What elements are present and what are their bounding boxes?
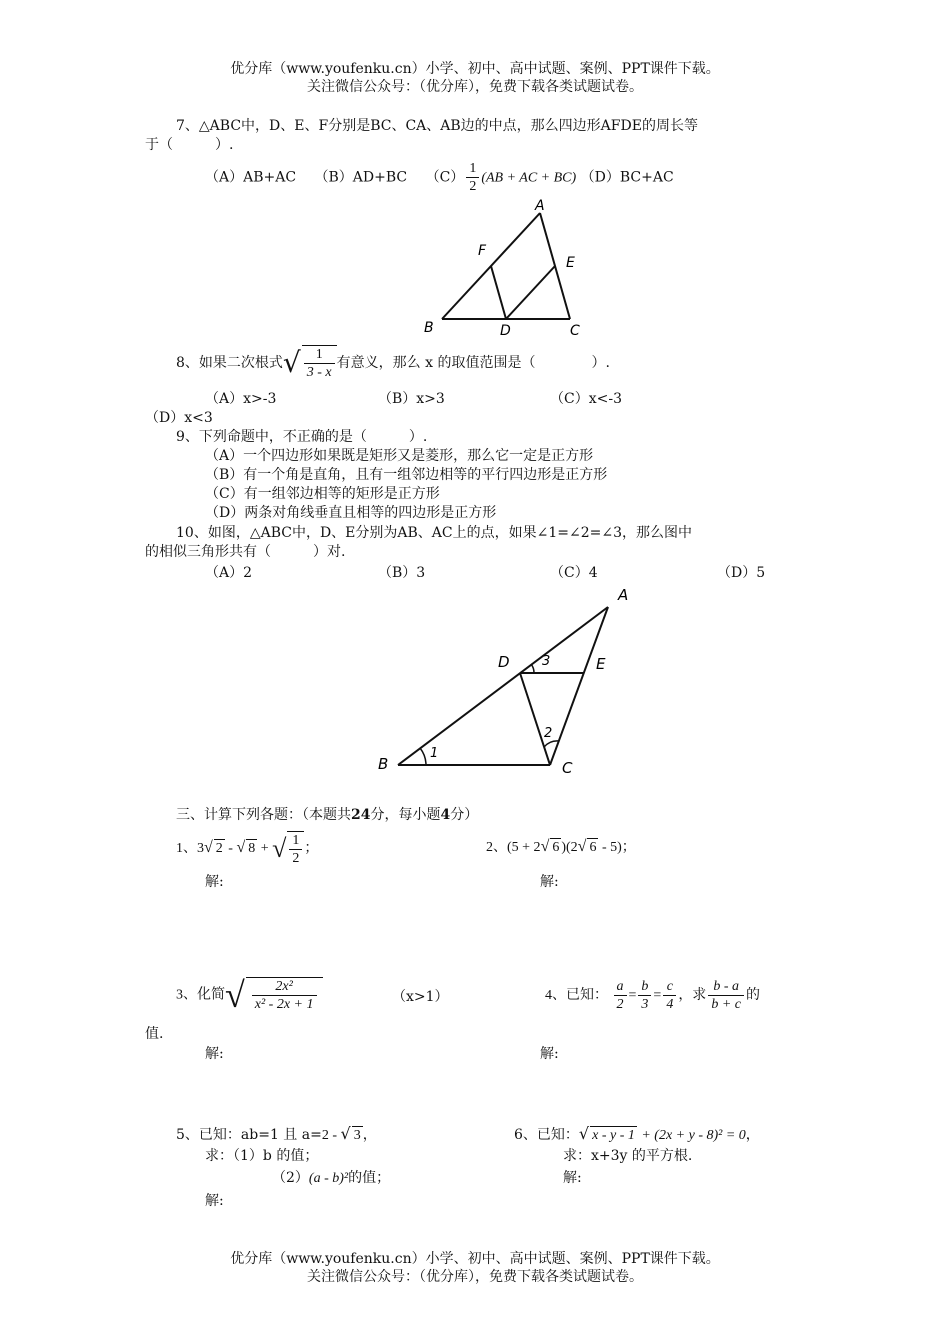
- q10-option-b: （B）3: [378, 565, 426, 581]
- problem5: 5、已知：ab=1 且 a=2 - √ 3 ，: [176, 1124, 377, 1143]
- q10-stem-line1: 10、如图，△ABC中，D、E分别为AB、AC上的点，如果∠1=∠2=∠3，那么图中: [176, 525, 692, 541]
- problem3-condition: （x>1）: [392, 989, 449, 1005]
- q8-radical: √ $\frac{1}{3 - x}$: [283, 343, 337, 383]
- q9-option-a: （A）一个四边形如果既是矩形又是菱形，那么它一定是正方形: [205, 448, 594, 464]
- page-footer-line2: 关注微信公众号：（优分库），免费下载各类试题试卷。: [307, 1269, 643, 1285]
- problem5-ask2: （2）(a - b)²的值；: [272, 1170, 391, 1186]
- q10-triangle-figure: [370, 585, 640, 785]
- q10-label-angle1: 1: [430, 746, 439, 761]
- q7-option-b: （B）AD+BC: [314, 169, 408, 186]
- page-footer-line1: 优分库（www.youfenku.cn）小学、初中、高中试题、案例、PPT课件下载。: [230, 1251, 720, 1267]
- q9-stem: 9、下列命题中，不正确的是（ ）.: [176, 429, 428, 445]
- problem5-ask1: 求：（1）b 的值；: [205, 1148, 319, 1164]
- q7-option-d: （D）BC+AC: [580, 169, 674, 186]
- q7-options: [205, 160, 674, 196]
- q10-segment-dc: [520, 673, 553, 765]
- q7-label-a: A: [535, 198, 545, 214]
- q10-option-a: （A）2: [205, 565, 253, 581]
- q10-option-c: （C）4: [550, 565, 598, 581]
- problem3: 3、化简√ $\frac{\text{2x²}}{\text{x² - 2x + 1}}$: [176, 972, 323, 1018]
- q8-stem-b: 有意义，那么 x 的取值范围是（ ）.: [336, 355, 610, 371]
- q7-label-d: D: [500, 323, 511, 339]
- q10-label-angle2: 2: [544, 726, 553, 741]
- problem4: 4、已知： $\frac{a}{2}$ = $\frac{b}{3}$ = $\frac{c}{4}$ ，求 $\frac{b - a}{b + c}$ 的: [545, 979, 760, 1013]
- q7-segment-fd: [491, 266, 506, 319]
- problem6-solution-label: 解:: [563, 1170, 582, 1186]
- q7-option-c-fraction: $\frac{1}{2}$: [466, 160, 479, 195]
- q8-stem-a: 8、如果二次根式: [176, 355, 283, 371]
- problem5-solution-label: 解:: [205, 1193, 224, 1209]
- q8-option-a: （A）x>-3: [205, 391, 277, 407]
- q7-label-e: E: [566, 255, 575, 271]
- q9-option-c: （C）有一组邻边相等的矩形是正方形: [205, 486, 440, 502]
- q10-label-c: C: [562, 759, 573, 777]
- q8-option-c: （C）x<-3: [550, 391, 622, 407]
- q7-option-c-expr: (AB + AC + BC): [481, 170, 577, 186]
- q10-option-d: （D）5: [717, 565, 766, 581]
- q7-label-c: C: [570, 323, 580, 339]
- q10-label-e: E: [596, 655, 606, 673]
- q7-stem-line1: 7、△ABC中，D、E、F分别是BC、CA、AB边的中点，那么四边形AFDE的周长等: [176, 118, 698, 134]
- problem6: 6、已知：√ x - y - 1 + (2x + y - 8)² = 0，: [514, 1124, 760, 1143]
- problem3-tail: 值.: [145, 1026, 164, 1042]
- problem1-solution-label: 解:: [205, 874, 224, 890]
- page-header-line2: 关注微信公众号：（优分库），免费下载各类试题试卷。: [307, 79, 643, 95]
- q7-label-b: B: [424, 320, 434, 336]
- q9-option-b: （B）有一个角是直角，且有一组邻边相等的平行四边形是正方形: [205, 467, 608, 483]
- page-header-line1: 优分库（www.youfenku.cn）小学、初中、高中试题、案例、PPT课件下载。: [230, 61, 720, 77]
- q8-option-d: （D）x<3: [145, 410, 213, 426]
- problem2: 2、(5 + 2√ 6 )(2√ 6 - 5)；: [486, 838, 636, 855]
- q7-segment-de: [506, 266, 555, 319]
- q8-option-b: （B）x>3: [378, 391, 445, 407]
- q7-triangle-figure: [420, 195, 595, 345]
- q7-label-f: F: [478, 243, 487, 259]
- problem3-solution-label: 解:: [205, 1046, 224, 1062]
- q10-angle-3-arc: [531, 664, 534, 673]
- problem4-solution-label: 解:: [540, 1046, 559, 1062]
- q10-edge-ab: [398, 607, 608, 765]
- q10-label-b: B: [378, 755, 389, 773]
- q10-label-angle3: 3: [542, 654, 551, 669]
- problem1: 1、3√ 2 - √ 8 + √ $\frac{1}{2}$ ；: [176, 832, 319, 866]
- q9-option-d: （D）两条对角线垂直且相等的四边形是正方形: [205, 505, 497, 521]
- q7-option-c-prefix: （C）: [425, 169, 465, 186]
- section3-title: 三、计算下列各题：（本题共24分，每小题4分）: [176, 807, 479, 823]
- q10-angle-1-arc: [420, 748, 426, 765]
- q7-stem-line2: 于（ ）.: [145, 137, 234, 153]
- q8-stem: [176, 343, 610, 383]
- q10-label-d: D: [498, 653, 510, 671]
- q10-stem-line2: 的相似三角形共有（ ）对.: [145, 544, 346, 560]
- q10-label-a: A: [618, 586, 629, 604]
- problem2-solution-label: 解:: [540, 874, 559, 890]
- problem6-ask: 求：x+3y 的平方根.: [563, 1148, 693, 1164]
- q7-option-a: （A）AB+AC: [205, 169, 297, 186]
